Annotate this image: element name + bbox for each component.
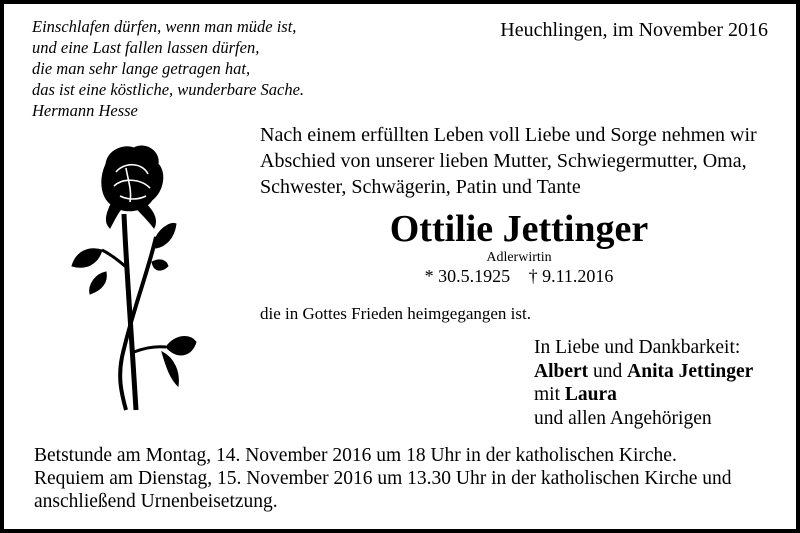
deceased-name: Ottilie Jettinger xyxy=(389,208,649,250)
mourner-name: Albert xyxy=(534,360,589,382)
poem-author: Hermann Hesse xyxy=(32,101,138,120)
intro-line: Nach einem erfüllten Leben voll Liebe und Sorge nehmen wir xyxy=(260,124,757,146)
poem-line: das ist eine köstliche, wunderbare Sache. xyxy=(32,80,305,99)
service-line: Requiem am Dienstag, 15. November 2016 um 13.30 Uhr in der katholischen Kirche und xyxy=(34,468,732,489)
service-details xyxy=(34,444,784,513)
mourners-heading: In Liebe und Dankbarkeit: xyxy=(534,337,741,358)
mourner-name: Anita Jettinger xyxy=(627,360,754,382)
poem-quote xyxy=(32,16,304,121)
poem-line: Einschlafen dürfen, wenn man müde ist, xyxy=(32,17,297,36)
mourners-line: und allen Angehörigen xyxy=(534,407,712,429)
death-date: † 9.11.2016 xyxy=(528,266,614,286)
deceased-occupation: Adlerwirtin xyxy=(486,250,552,265)
intro-line: Schwester, Schwägerin, Patin und Tante xyxy=(260,176,581,198)
service-line: Betstunde am Montag, 14. November 2016 um 18 Uhr in der katholischen Kirche. xyxy=(34,445,677,466)
poem-line: die man sehr lange getragen hat, xyxy=(32,59,251,78)
intro-line: Abschied von unserer lieben Mutter, Schwiegermutter, Oma, xyxy=(260,150,747,172)
mourners-line xyxy=(534,383,753,407)
mourner-name: Laura xyxy=(564,384,617,405)
service-line: anschließend Urnenbeisetzung. xyxy=(34,491,278,512)
mourners-block xyxy=(534,336,753,430)
place-date: Heuchlingen, im November 2016 xyxy=(500,19,768,41)
intro-text xyxy=(260,122,780,200)
rose-icon xyxy=(66,142,198,412)
life-dates xyxy=(304,264,734,288)
poem-line: und eine Last fallen lassen dürfen, xyxy=(32,38,260,57)
mourner-prefix: mit xyxy=(534,384,561,405)
mourners-line xyxy=(534,360,753,384)
passed-away-text: die in Gottes Frieden heimgegangen ist. xyxy=(260,304,531,323)
birth-date: * 30.5.1925 xyxy=(424,266,511,286)
mourner-joiner: und xyxy=(593,360,623,382)
